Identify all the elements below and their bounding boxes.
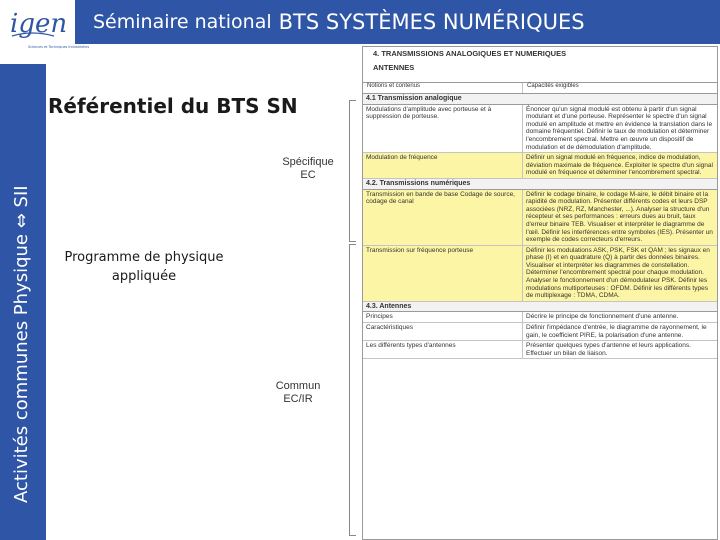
col-notions: Notions et contenus [363, 83, 523, 93]
title-prefix: Séminaire national [93, 11, 272, 33]
capacite-cell: Énoncer qu'un signal modulé est obtenu à partir d'un signal modulant et d'une porteuse. Représenter le spectre d'un signal modulé en amplitude et mettre en évidence la translation dans le domaine fréquentiel. Définir le taux de modulation et déterminer l'encombrement spectral. Mettre en œuvre un dispositif de modulation et de démodulation d'amplitude. [526, 105, 713, 151]
page-title: BTS SYSTÈMES NUMÉRIQUES [278, 10, 585, 34]
capacite-cell: Présenter quelques types d'antenne et leurs applications. Effectuer un bilan de liaison. [526, 342, 691, 357]
logo-caption: Sciences et Techniques Industrielles [28, 45, 90, 49]
section-title: 4.2. Transmissions numériques [363, 179, 717, 190]
notion-cell: Caractéristiques [363, 323, 523, 340]
notion-cell: Principes [363, 312, 523, 322]
document-heading-1: 4. TRANSMISSIONS ANALOGIQUES ET NUMERIQUES [373, 49, 567, 58]
notion-cell: Transmission sur fréquence porteuse [363, 246, 523, 301]
capacite-cell: Définir le codage binaire, le codage M-aire, le débit binaire et la rapidité de modulation. Présenter différents codes et leurs DSP associées (NRZ, RZ, Manchester, ...). Analyser la structure d'un récepteur et ses performances : erreurs dues au bruit, taux d'erreur binaire TEB. Visualiser et interpréter le diagramme de l'œil. Définir les interférences entre symboles (IES). Présenter un exemple de codes correcteurs d'erreurs. [526, 190, 713, 244]
tag-specific [272, 156, 344, 182]
igen-logo-icon [2, 0, 90, 62]
section-title: 4.3. Antennes [363, 302, 717, 313]
tag-specific-line2: EC [300, 169, 316, 181]
logo-letters: igen [10, 9, 68, 39]
capacite-cell: Définir un signal modulé en fréquence, indice de modulation, déviation maximale de fréquence. Exploiter le spectre d'un signal modulé en fréquence et déterminer l'encombrement spectral. [526, 154, 713, 177]
slide-title: Référentiel du BTS SN [48, 94, 298, 118]
tag-specific-line1: Spécifique [282, 156, 334, 168]
capacite-cell: Définir l'impédance d'entrée, le diagramme de rayonnement, le gain, le coefficient PIRE, la polarisation d'une antenne. [526, 324, 707, 339]
table-row [363, 341, 717, 359]
igen-logo [2, 0, 90, 62]
referential-document [362, 46, 718, 540]
table-row [363, 323, 717, 341]
document-column-headers [363, 83, 717, 94]
table-row-highlighted [363, 153, 717, 179]
section-title: 4.1 Transmission analogique [363, 94, 717, 105]
notion-cell: Les différents types d'antennes [363, 341, 523, 358]
title-band [75, 0, 720, 44]
sidebar-vertical-text: Activités communes Physique ⇔ SII [11, 185, 32, 503]
header [0, 0, 720, 49]
table-row [363, 312, 717, 323]
table-row-highlighted [363, 190, 717, 246]
capacite-cell: Définir les modulations ASK, PSK, FSK et QAM ; les signaux en phase (I) et en quadrature (Q) à partir des données binaires. Visualiser et interpréter les diagrammes de constellation. Déterminer l'encombrement spectral pour chaque modulation. Analyser le fonctionnement d'un démodulateur PSK. Définir les modulations multiporteuses : OFDM. Définir les différents types de multiplexage : TDMA, CDMA. [526, 246, 710, 300]
notion-cell: Transmission en bande de base Codage de source, codage de canal [363, 190, 523, 245]
col-capacites: Capacités exigibles [527, 83, 579, 89]
bracket-specific [349, 100, 356, 242]
tag-common-line1: Commun [275, 380, 321, 392]
document-heading [363, 47, 717, 83]
capacite-cell: Décrire le principe de fonctionnement d'une antenne. [526, 313, 679, 321]
table-row [363, 105, 717, 154]
table-row-highlighted [363, 246, 717, 302]
notion-cell: Modulation de fréquence [363, 153, 523, 178]
tag-common-line2: EC/IR [283, 393, 313, 405]
program-label: Programme de physique appliquée [64, 250, 224, 284]
bracket-common [349, 244, 356, 536]
notion-cell: Modulations d'amplitude avec porteuse et à suppression de porteuse. [363, 105, 523, 153]
document-heading-2: ANTENNES [373, 63, 415, 72]
tag-common [262, 380, 334, 406]
